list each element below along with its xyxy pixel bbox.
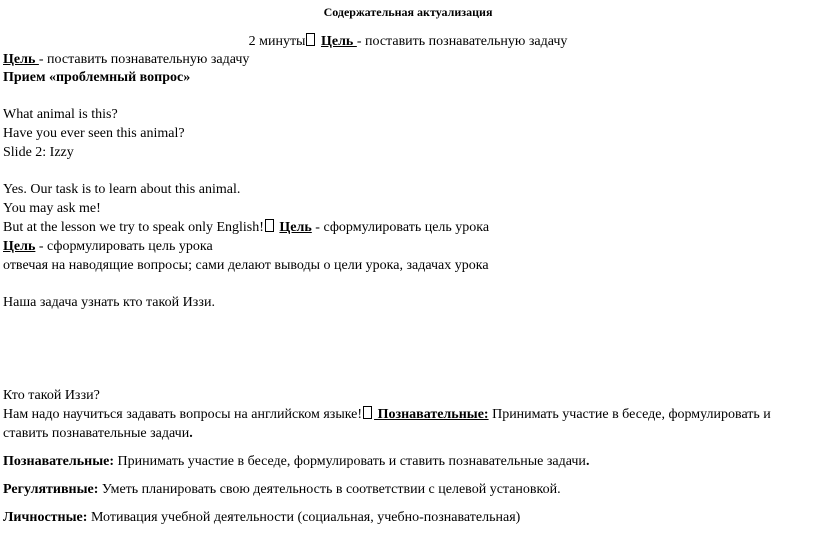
personal-line (3, 509, 520, 526)
learn-text: Нам надо научиться задавать вопросы на английском языке! (3, 407, 363, 422)
slide-line: Slide 2: Izzy (3, 145, 74, 160)
method-line: Прием «проблемный вопрос» (3, 70, 191, 85)
learn-cont-line (3, 425, 193, 442)
question-2: Have you ever seen this animal? (3, 126, 185, 141)
task-line: Наша задача узнать кто такой Иззи. (3, 295, 215, 310)
answer-2: You may ask me! (3, 201, 101, 216)
time-text: 2 минуты (248, 34, 306, 49)
goal-text: - сформулировать цель урока (35, 239, 213, 254)
goal-label: Цель (279, 220, 312, 235)
regulatory-label: Регулятивные: (3, 482, 99, 497)
learn-cont-text: ставить познавательные задачи (3, 426, 190, 441)
checkbox-glyph-icon (363, 406, 372, 419)
regulatory-text: Уметь планировать свою деятельность в соответствии с целевой установкой. (98, 482, 561, 497)
checkbox-glyph-icon (306, 33, 315, 46)
goal-label: Цель (320, 34, 357, 49)
learn-line (3, 406, 771, 423)
personal-label: Личностные: (3, 510, 88, 525)
goal-line-2 (3, 238, 213, 255)
timing-line (0, 33, 816, 50)
answer-3 (3, 219, 489, 236)
answer-3-text: But at the lesson we try to speak only English! (3, 220, 264, 235)
goal-label: Цель (3, 239, 36, 254)
goal-text: - сформулировать цель урока (311, 220, 490, 235)
goal-label: Цель (3, 52, 39, 67)
cognitive-line (3, 453, 589, 470)
personal-text: Мотивация учебной деятельности (социальная, учебно-познавательная) (87, 510, 521, 525)
question-1: What animal is this? (3, 107, 118, 122)
goal-text: - поставить познавательную задачу (38, 52, 250, 67)
goal-text: - поставить познавательную задачу (356, 34, 568, 49)
page-title: Содержательная актуализация (323, 5, 493, 19)
regulatory-line (3, 481, 561, 498)
question-line: Кто такой Иззи? (3, 388, 100, 403)
checkbox-glyph-icon (265, 219, 274, 232)
guidance-line: отвечая на наводящие вопросы; сами делают выводы о цели урока, задачах урока (3, 258, 489, 273)
answer-1: Yes. Our task is to learn about this animal. (3, 182, 241, 197)
cognitive-label: Познавательные: (3, 454, 115, 469)
cognitive-text: Принимать участие в беседе, формулировать и ставить познавательные задачи (114, 454, 586, 469)
cognitive-end: . (585, 454, 590, 469)
cognitive-label: Познавательные: (374, 407, 489, 422)
cognitive-text: Принимать участие в беседе, формулировать и (488, 407, 771, 422)
learn-cont-end: . (189, 426, 193, 441)
goal-line (3, 51, 249, 68)
